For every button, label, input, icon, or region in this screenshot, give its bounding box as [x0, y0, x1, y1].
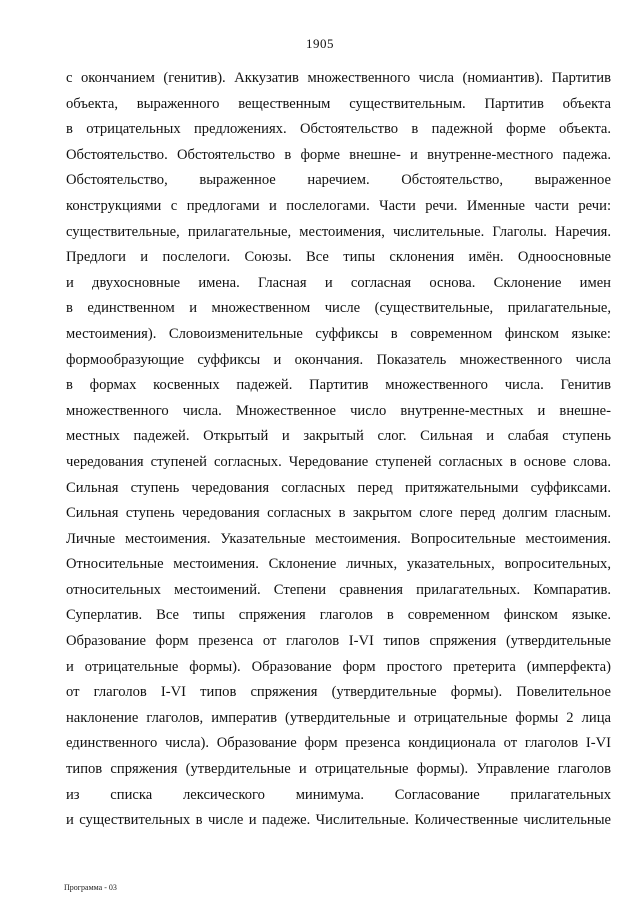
text-line: с окончанием (генитив). Аккузатив множественного числа (номиантив). Партитив: [66, 70, 611, 86]
footer-label: Программа - 03: [64, 883, 117, 892]
text-line: Суперлатив. Все типы спряжения глаголов в современном финском языке.: [66, 607, 611, 624]
text-line: и двухосновные имена. Гласная и согласная основа. Склонение имен: [66, 274, 611, 291]
text-line: Предлоги и послелоги. Союзы. Все типы склонения имён. Одноосновные: [66, 249, 611, 266]
body-text: [66, 66, 611, 834]
text-line: единственного числа). Образование форм презенса кондиционала от глаголов I-VI: [66, 735, 611, 752]
text-line: местных падежей. Открытый и закрытый слог. Сильная и слабая ступень: [66, 428, 611, 445]
text-line: Сильная ступень чередования согласных перед притяжательными суффиксами.: [66, 479, 611, 496]
text-line: типов спряжения (утвердительные и отрицательные формы). Управление глаголов: [66, 761, 611, 778]
text-line: Относительные местоимения. Склонение личных, указательных, вопросительных,: [66, 556, 611, 573]
text-line: Обстоятельство, выраженное наречием. Обстоятельство, выраженное: [66, 172, 611, 189]
text-line: конструкциями с предлогами и послелогами. Части речи. Именные части речи:: [66, 197, 611, 214]
text-line: в единственном и множественном числе (существительные, прилагательные,: [66, 300, 611, 317]
text-line: относительных местоимений. Степени сравнения прилагательных. Компаратив.: [66, 581, 611, 598]
text-line: Образование форм презенса от глаголов I-VI типов спряжения (утвердительные: [66, 633, 611, 650]
text-line: в формах косвенных падежей. Партитив множественного числа. Генитив: [66, 377, 611, 394]
text-line: местоимения). Словоизменительные суффиксы в современном финском языке:: [66, 325, 611, 342]
text-line: и отрицательные формы). Образование форм простого претерита (имперфекта): [66, 658, 611, 675]
text-line: множественного числа. Множественное число внутренне-местных и внешне-: [66, 402, 611, 419]
text-line: и существительных в числе и падеже. Числительные. Количественные числительные: [66, 812, 611, 829]
text-line: в отрицательных предложениях. Обстоятельство в падежной форме объекта.: [66, 121, 611, 138]
page-number: 1905: [306, 36, 334, 51]
text-line: Сильная ступень чередования согласных в закрытом слоге перед долгим гласным.: [66, 505, 611, 522]
text-line: из списка лексического минимума. Согласование прилагательных: [66, 786, 611, 803]
text-line: объекта, выраженного вещественным существительным. Партитив объекта: [66, 95, 611, 112]
text-line: Личные местоимения. Указательные местоимения. Вопросительные местоимения.: [66, 530, 611, 547]
text-line: существительные, прилагательные, местоимения, числительные. Глаголы. Наречия.: [66, 223, 611, 240]
text-line: наклонение глаголов, императив (утвердительные и отрицательные формы 2 лица: [66, 709, 611, 726]
text-line: чередования ступеней согласных. Чередование ступеней согласных в основе слова.: [66, 453, 611, 470]
text-line: от глаголов I-VI типов спряжения (утвердительные формы). Повелительное: [66, 684, 611, 701]
text-line: формообразующие суффиксы и окончания. Показатель множественного числа: [66, 351, 611, 368]
text-line: Обстоятельство. Обстоятельство в форме внешне- и внутренне-местного падежа.: [66, 146, 611, 163]
